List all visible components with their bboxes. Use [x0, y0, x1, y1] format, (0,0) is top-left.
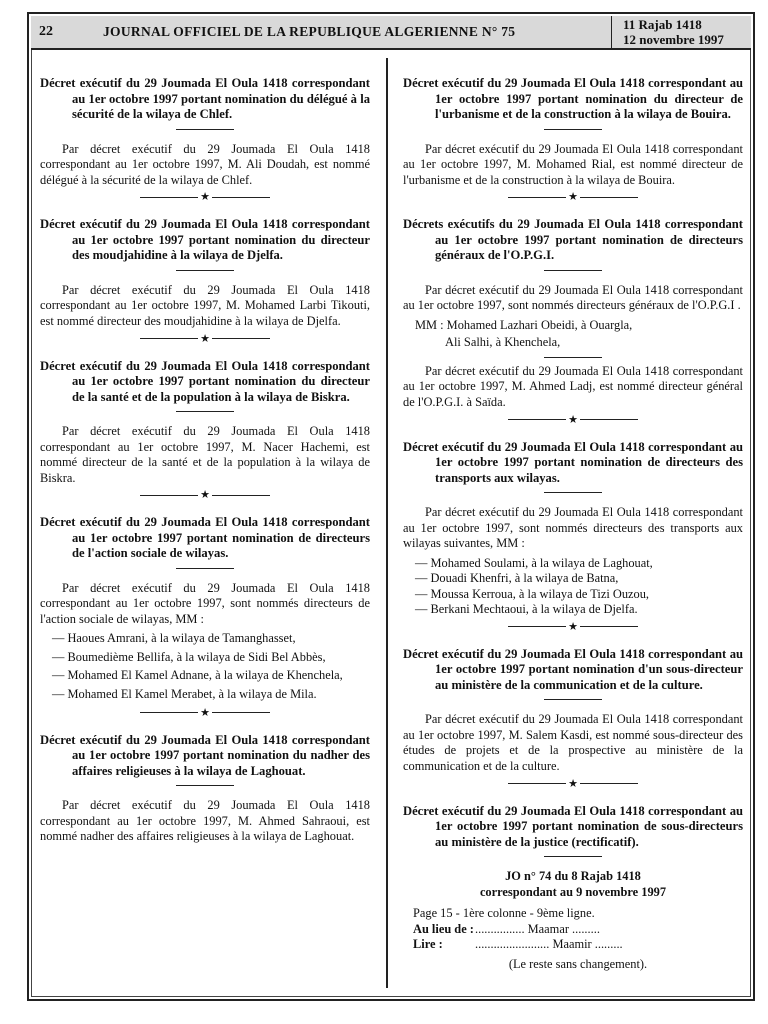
- decree-title: Décret exécutif du 29 Joumada El Oula 1418 correspondant au 1er octobre 1997 portant nomination du nadher des affaires religieuses à la wilaya de Laghouat.: [40, 732, 370, 778]
- title-rule: [176, 270, 234, 271]
- correction-label: Au lieu de :: [413, 921, 474, 936]
- decree-title: Décret exécutif du 29 Joumada El Oula 1418 correspondant au 1er octobre 1997 portant nomination du directeur de l'urbanisme et de la construction à la wilaya de Bouira.: [403, 76, 743, 121]
- correction-row: [413, 922, 743, 938]
- list-item: — Douadi Khenfri, à la wilaya de Batna,: [415, 571, 619, 585]
- jo-line: JO n° 74 du 8 Rajab 1418: [505, 869, 641, 883]
- decree-transports: [403, 440, 743, 618]
- header-divider: [611, 16, 612, 48]
- page-number: 22: [39, 24, 53, 39]
- appointee-list: [403, 556, 743, 618]
- list-item: — Mohamed El Kamel Adnane, à la wilaya de Khenchela,: [52, 668, 343, 683]
- star-separator: ★: [403, 412, 743, 425]
- list-item: — Mohamed El Kamel Merabet, à la wilaya de Mila.: [52, 686, 317, 701]
- appointee-list: [40, 631, 370, 702]
- title-rule: [544, 856, 602, 857]
- star-separator: ★: [40, 488, 370, 501]
- title-rule: [544, 492, 602, 493]
- appointee-line: MM : Mohamed Lazhari Obeidi, à Ouargla,: [415, 317, 633, 332]
- decree-title: Décret exécutif du 29 Joumada El Oula 1418 correspondant au 1er octobre 1997 portant nomination de directeurs des transports aux wilayas.: [403, 439, 743, 485]
- date-hijri: 11 Rajab 1418: [623, 17, 702, 32]
- jo-reference: [403, 869, 743, 900]
- decree-opgi: [403, 217, 743, 410]
- list-item: — Haoues Amrani, à la wilaya de Tamanghasset,: [52, 631, 296, 646]
- decree-title: Décret exécutif du 29 Joumada El Oula 1418 correspondant au 1er octobre 1997 portant nomination du directeur de la santé et de la population à la wilaya de Biskra.: [40, 358, 370, 404]
- decree-action-sociale: [40, 515, 370, 702]
- correction-label: Lire :: [413, 937, 443, 951]
- star-separator: ★: [403, 190, 743, 203]
- decree-body: Par décret exécutif du 29 Joumada El Oula 1418 correspondant au 1er octobre 1997, sont nommés directeurs des transports aux wilayas suivantes, MM :: [403, 505, 743, 550]
- correction-value: ........................ Maamir .........: [475, 937, 623, 951]
- decree-biskra: [40, 359, 370, 487]
- decree-body: Par décret exécutif du 29 Joumada El Oula 1418 correspondant au 1er octobre 1997, M. Ali Doudah, est nommé délégué à la sécurité de la wilaya de Chlef.: [40, 141, 370, 187]
- title-rule: [176, 129, 234, 130]
- journal-title: JOURNAL OFFICIEL DE LA REPUBLIQUE ALGERIENNE N° 75: [103, 24, 516, 39]
- decree-justice-rectificatif: [403, 804, 743, 973]
- title-rule: [544, 270, 602, 271]
- decree-title: Décret exécutif du 29 Joumada El Oula 1418 correspondant au 1er octobre 1997 portant nomination de sous-directeurs au ministère de la justice (rectificatif).: [403, 803, 743, 849]
- decree-title: Décret exécutif du 29 Joumada El Oula 1418 correspondant au 1er octobre 1997 portant nomination du délégué à la sécurité de la wilaya de Chlef.: [40, 76, 370, 121]
- decree-body: Par décret exécutif du 29 Joumada El Oula 1418 correspondant au 1er octobre 1997, M. Mohamed Rial, est nommé directeur de l'urbanisme et de la construction à la wilaya de Bouira.: [403, 141, 743, 187]
- list-item: — Boumedième Bellifa, à la wilaya de Sidi Bel Abbès,: [52, 649, 326, 664]
- correction-block: [413, 906, 743, 972]
- decree-body: Par décret exécutif du 29 Joumada El Oula 1418 correspondant au 1er octobre 1997, M. Nacer Hachemi, est nommé directeur de la santé et de la population à la wilaya de Biskra.: [40, 424, 370, 485]
- decree-title: Décret exécutif du 29 Joumada El Oula 1418 correspondant au 1er octobre 1997 portant nomination du directeur des moudjahidine à la wilaya de Djelfa.: [40, 217, 370, 263]
- title-rule: [176, 568, 234, 569]
- title-rule: [544, 129, 602, 130]
- star-separator: ★: [40, 331, 370, 344]
- decree-body: Par décret exécutif du 29 Joumada El Oula 1418 correspondant au 1er octobre 1997, M. Salem Kasdi, est nommé sous-directeur des études de projets et de la prospective au ministère de la communication et de la culture.: [403, 712, 743, 773]
- list-item: — Berkani Mechtaoui, à la wilaya de Djelfa.: [415, 602, 638, 616]
- right-column: [403, 76, 743, 972]
- title-rule: [176, 785, 234, 786]
- star-separator: ★: [40, 190, 370, 203]
- correction-value: ................ Maamar .........: [475, 921, 600, 936]
- column-divider: [386, 58, 388, 988]
- decree-title: Décret exécutif du 29 Joumada El Oula 1418 correspondant au 1er octobre 1997 portant nomination d'un sous-directeur au ministère de la communication et de la culture.: [403, 646, 743, 692]
- list-item: — Mohamed Soulami, à la wilaya de Laghouat,: [415, 555, 653, 570]
- star-separator: ★: [40, 705, 370, 718]
- decree-communication: [403, 647, 743, 775]
- decree-djelfa: [40, 217, 370, 329]
- reste-note: (Le reste sans changement).: [508, 956, 648, 971]
- title-rule: [544, 699, 602, 700]
- decree-bouira: [403, 76, 743, 188]
- list-item: — Moussa Kerroua, à la wilaya de Tizi Ouzou,: [415, 586, 649, 601]
- page-header: [31, 16, 751, 50]
- title-rule: [544, 357, 602, 358]
- correction-row: [413, 937, 743, 953]
- star-separator: ★: [403, 620, 743, 633]
- date-gregorian: 12 novembre 1997: [623, 32, 724, 47]
- title-rule: [176, 411, 234, 412]
- decree-title: Décret exécutif du 29 Joumada El Oula 1418 correspondant au 1er octobre 1997 portant nomination de directeurs de l'action sociale de wilayas.: [40, 515, 370, 561]
- jo-line: correspondant au 9 novembre 1997: [479, 884, 667, 899]
- appointee-line: Ali Salhi, à Khenchela,: [445, 335, 561, 350]
- decree-laghouat: [40, 733, 370, 845]
- decree-body: Par décret exécutif du 29 Joumada El Oula 1418 correspondant au 1er octobre 1997, M. Ahmed Sahraoui, est nommé nadher des affaires religieuses à la wilaya de Laghouat.: [40, 798, 370, 843]
- left-column: [40, 76, 370, 845]
- decree-body: Par décret exécutif du 29 Joumada El Oula 1418 correspondant au 1er octobre 1997, M. Ahmed Ladj, est nommé directeur général de l'O.P.G.I. à Saïda.: [403, 363, 743, 409]
- page-line: Page 15 - 1ère colonne - 9ème ligne.: [413, 906, 595, 920]
- decree-body: Par décret exécutif du 29 Joumada El Oula 1418 correspondant au 1er octobre 1997, sont nommés directeurs de l'action sociale de wilayas, MM :: [40, 580, 370, 626]
- decree-chlef: [40, 76, 370, 188]
- star-separator: ★: [403, 776, 743, 789]
- decree-body: Par décret exécutif du 29 Joumada El Oula 1418 correspondant au 1er octobre 1997, M. Mohamed Larbi Tikouti, est nommé directeur des moudjahidine à la wilaya de Djelfa.: [40, 282, 370, 328]
- decree-body: Par décret exécutif du 29 Joumada El Oula 1418 correspondant au 1er octobre 1997, sont nommés directeurs généraux de l'O.P.G.I .: [403, 282, 743, 313]
- decree-title: Décrets exécutifs du 29 Joumada El Oula 1418 correspondant au 1er octobre 1997 portant nomination de directeurs généraux de l'O.P.G.I.: [403, 217, 743, 263]
